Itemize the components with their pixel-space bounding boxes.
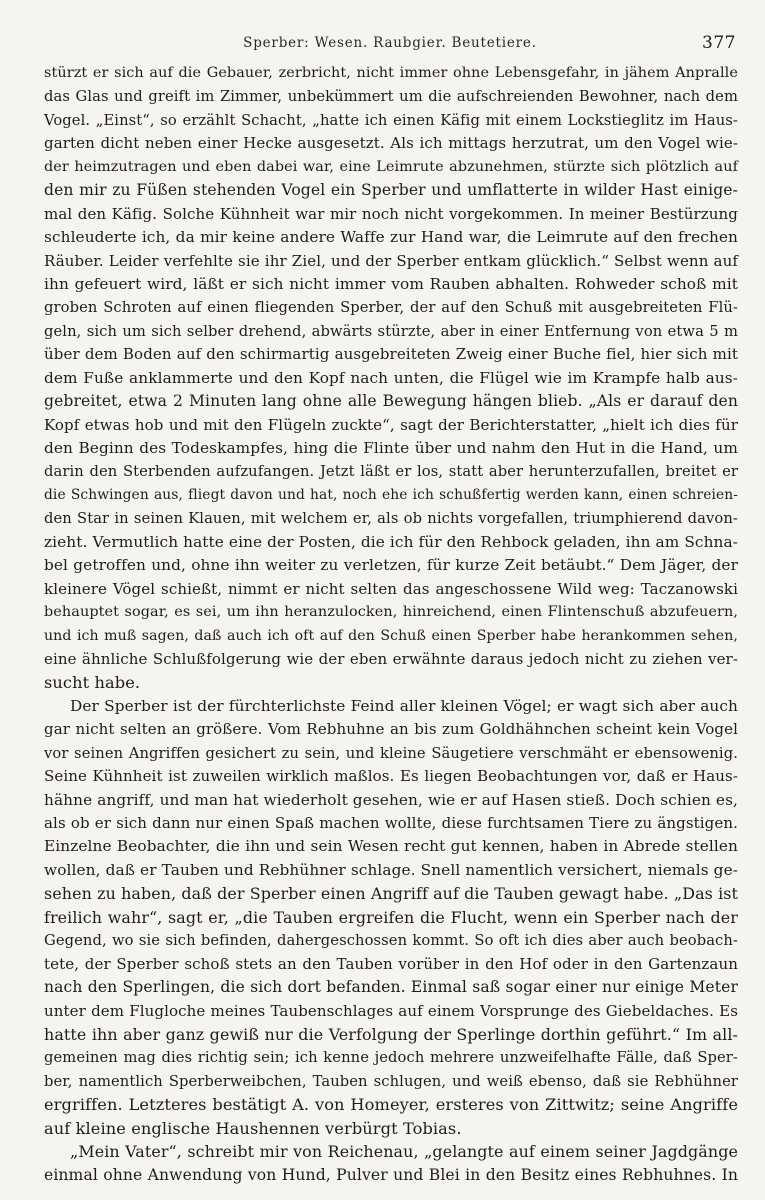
paragraph-end-line: auf kleine englische Haushennen verbürgt Tobias. <box>44 1118 462 1138</box>
text-line: schleuderte ich, da mir keine andere Waffe zur Hand war, die Leimrute auf den frechen <box>44 228 738 247</box>
text-line: der heimzutragen und eben dabei war, eine Leimrute abzunehmen, stürzte sich plötzlich auf <box>44 158 738 175</box>
page-number: 377 <box>702 33 736 53</box>
text-line: bel getroffen und, ohne ihn weiter zu verletzen, für kurze Zeit betäubt.“ Dem Jäger, der <box>44 556 738 575</box>
text-line: Gegend, wo sie sich befinden, dahergeschossen kommt. So oft ich dies aber auch beobach- <box>44 932 738 950</box>
text-line: Kopf etwas hob und mit den Flügeln zuckte“, sagt der Berichterstatter, „hielt ich dies für <box>44 415 738 434</box>
text-line: stürzt er sich auf die Gebauer, zerbricht, nicht immer ohne Lebensgefahr, in jähem Anpralle <box>44 65 738 81</box>
text-line: behauptet sogar, es sei, um ihn heranzulocken, hinreichend, einen Flintenschuß abzufeuern, <box>44 604 738 621</box>
text-line: Seine Kühnheit ist zuweilen wirklich maßlos. Es liegen Beobachtungen vor, daß er Haus- <box>44 767 738 786</box>
text-line: Räuber. Leider verfehlte sie ihr Ziel, und der Sperber entkam glücklich.“ Selbst wenn auf <box>44 251 738 270</box>
text-line: wollen, daß er Tauben und Rebhühner schlage. Snell namentlich versichert, niemals ge- <box>44 860 738 879</box>
text-line: sehen zu haben, daß der Sperber einen Angriff auf die Tauben gewagt habe. „Das ist <box>44 884 738 904</box>
text-line: freilich wahr“, sagt er, „die Tauben ergreifen die Flucht, wenn ein Sperber nach der <box>44 907 738 927</box>
paragraph-start-line: Der Sperber ist der fürchterlichste Feind aller kleinen Vögel; er wagt sich aber auch <box>70 696 738 715</box>
text-line: darin den Sterbenden aufzufangen. Jetzt läßt er los, statt aber herunterzufallen, breitet er <box>44 463 738 481</box>
paragraph-end-line: sucht habe. <box>44 673 141 693</box>
text-line: den Star in seinen Klauen, mit welchem er, als ob nichts vorgefallen, triumphierend davon- <box>44 510 738 528</box>
text-line: zieht. Vermutlich hatte eine der Posten, die ich für den Rehbock geladen, ihn am Schna- <box>44 532 738 551</box>
paragraph-start-line: „Mein Vater“, schreibt mir von Reichenau, „gelangte auf einem seiner Jagdgänge <box>70 1142 738 1162</box>
text-line: als ob er sich dann nur einen Spaß machen wollte, diese furchtsamen Tiere zu ängstigen. <box>44 814 738 832</box>
text-line: mal den Käfig. Solche Kühnheit war mir noch nicht vorgekommen. In meiner Bestürzung <box>44 204 738 223</box>
text-line: und ich muß sagen, daß auch ich oft auf den Schuß einen Sperber habe herankommen sehen, <box>44 627 738 644</box>
text-line: ihn gefeuert wird, läßt er sich nicht immer vom Rauben abhalten. Rohweder schoß mit <box>44 274 738 293</box>
text-line: den mir zu Füßen stehenden Vogel ein Sperber und umflatterte in wilder Hast einige- <box>44 181 738 200</box>
text-line: dem Fuße anklammerte und den Kopf nach unten, die Flügel wie im Krampfe halb aus- <box>44 368 738 387</box>
text-line: einmal ohne Anwendung von Hund, Pulver und Blei in den Besitz eines Rebhuhnes. In <box>44 1165 738 1184</box>
page-header <box>40 33 740 59</box>
text-line: tete, der Sperber schoß stets an den Tauben vorüber in den Hof oder in den Gartenzaun <box>44 954 738 973</box>
text-line: den Beginn des Todeskampfes, hing die Flinte über und nahm den Hut in die Hand, um <box>44 439 738 457</box>
text-line: gar nicht selten an größere. Vom Rebhuhne an bis zum Goldhähnchen scheint kein Vogel <box>44 720 738 739</box>
text-line: kleinere Vögel schießt, nimmt er nicht selten das angeschossene Wild weg: Taczanowski <box>44 579 738 598</box>
text-line: gemeinen mag dies richtig sein; ich kenne jedoch mehrere unzweifelhafte Fälle, daß Sper- <box>44 1049 738 1067</box>
text-line: hatte ihn aber ganz gewiß nur die Verfolgung der Sperlinge dorthin geführt.“ Im all- <box>44 1024 738 1044</box>
text-line: groben Schroten auf einen fliegenden Sperber, der auf den Schuß mit ausgebreiteten Flü- <box>44 299 738 317</box>
text-line: die Schwingen aus, fliegt davon und hat, noch ehe ich schußfertig werden kann, einen schreien- <box>44 486 738 503</box>
text-line: vor seinen Angriffen gesichert zu sein, und kleine Säugetiere verschmäht er ebensowenig. <box>44 744 738 762</box>
text-line: über dem Boden auf den schirmartig ausgebreiteten Zweig einer Buche fiel, hier sich mit <box>44 345 738 364</box>
text-line: garten dicht neben einer Hecke ausgesetzt. Als ich mittags herzutrat, um den Vogel wie- <box>44 134 738 153</box>
running-head: Sperber: Wesen. Raubgier. Beutetiere. <box>243 35 537 51</box>
text-line: das Glas und greift im Zimmer, unbekümmert um die aufschreienden Bewohner, nach dem <box>44 88 738 106</box>
text-line: geln, sich um sich selber drehend, abwärts stürzte, aber in einer Entfernung von etwa 5 m <box>44 322 738 340</box>
text-line: hähne angriff, und man hat wiederholt gesehen, wie er auf Hasen stieß. Doch schien es, <box>44 790 738 809</box>
text-line: Einzelne Beobachter, die ihn und sein Wesen recht gut kennen, haben in Abrede stellen <box>44 837 738 856</box>
text-line: unter dem Flugloche meines Taubenschlages auf einem Vorsprunge des Giebeldaches. Es <box>44 1001 738 1020</box>
text-line: Vogel. „Einst“, so erzählt Schacht, „hatte ich einen Käfig mit einem Lockstieglitz im Haus- <box>44 111 738 129</box>
text-line: gebreitet, etwa 2 Minuten lang ohne alle Bewegung hängen blieb. „Als er darauf den <box>44 392 738 411</box>
text-line: ber, namentlich Sperberweibchen, Tauben schlugen, und weiß ebenso, daß sie Rebhühner <box>44 1072 738 1090</box>
text-line: eine ähnliche Schlußfolgerung wie der eben erwähnte daraus jedoch nicht zu ziehen ver- <box>44 649 738 668</box>
text-line: nach den Sperlingen, die sich dort befanden. Einmal saß sogar einer nur einige Meter <box>44 978 738 997</box>
body-text <box>44 62 738 1187</box>
text-line: ergriffen. Letzteres bestätigt A. von Homeyer, ersteres von Zittwitz; seine Angriffe <box>44 1095 738 1115</box>
